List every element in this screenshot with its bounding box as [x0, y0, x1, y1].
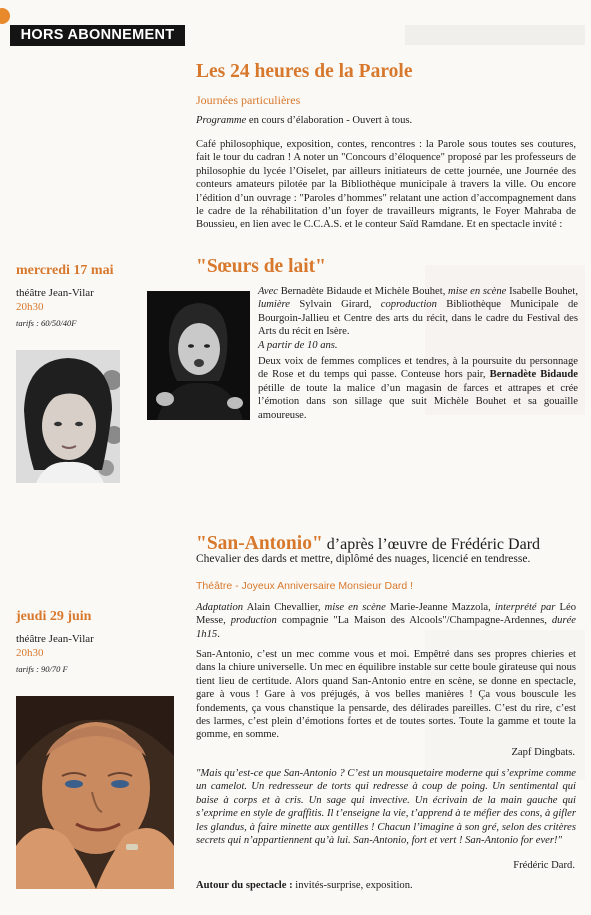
credit-text: Isabelle Bouhet,	[506, 286, 578, 297]
portrait-photo-woman	[16, 350, 120, 483]
show1-credits	[258, 285, 578, 352]
credit-role: lumière	[258, 299, 290, 311]
credit-role: mise en scène	[448, 286, 507, 297]
event2-venue: théâtre Jean-Vilar	[16, 633, 94, 645]
event1-tarifs: tarifs : 60/50/40F	[16, 318, 77, 328]
event2-title-main: "San-Antonio"	[196, 533, 323, 554]
desc-highlight: Bernadète Bidaude	[489, 369, 578, 381]
event1-title: Les 24 heures de la Parole	[196, 61, 413, 82]
show2-description: San-Antonio, c’est un mec comme vous et moi. Empêtré dans ses propres chieries et dans la chiure universelle. Un mec en équilibre instable sur cette boule girateuse qui nous tient lieu de certitude. Alors quand San-Antonio entre en scène, se donne en spectacle, gare à vous ! Gare à vos préjugés, à vos belles manières ! Ça vous bouscule les fondements, ça vous chanstique la pensarde, des délirades pareilles. C’est du rire, c’est des larmes, c’est plein d’émotions fortes et de toutes sortes. Toute la gamme et toute la gomme, en somme.	[196, 649, 576, 741]
event2-date: jeudi 29 juin	[16, 609, 92, 624]
event2-title	[196, 533, 540, 555]
event1-time: 20h30	[16, 301, 44, 313]
desc-text: pétille de toute la malice d’un magasin de farces et attrapes et crée l’émotion dans son sillage que suit Michèle Bouhet et sa gouaille amoureuse.	[258, 382, 578, 421]
event1-subtitle: Journées particulières	[196, 93, 301, 107]
portrait-photo-performer	[147, 291, 250, 420]
credit-role: production	[230, 615, 277, 627]
event1-programme	[196, 114, 576, 127]
portrait-photo-man	[16, 696, 174, 889]
event2-tarifs: tarifs : 90/70 F	[16, 664, 68, 674]
credit-text: Sylvain Girard,	[289, 299, 381, 311]
autour-du-spectacle	[196, 880, 576, 891]
autour-text: invités-surprise, exposition.	[292, 880, 413, 891]
show2-credits	[196, 601, 576, 641]
orange-dot-icon	[0, 8, 10, 24]
show1-description	[258, 355, 578, 422]
signature-dard: Frédéric Dard.	[513, 860, 575, 871]
credit-role: Avec	[258, 286, 278, 297]
bleed-through-shadow	[405, 25, 585, 45]
age-note: A partir de 10 ans.	[258, 339, 338, 351]
event2-subtitle: Théâtre - Joyeux Anniversaire Monsieur Dard !	[196, 580, 414, 592]
credit-role: mise en scène	[324, 602, 386, 613]
signature-zapf: Zapf Dingbats.	[511, 747, 575, 758]
credit-role: interprété par	[494, 602, 556, 613]
show1-title: "Sœurs de lait"	[196, 256, 326, 277]
programme-label: Programme	[196, 115, 247, 126]
credit-role: Adaptation	[196, 602, 244, 613]
event1-intro: Café philosophique, exposition, contes, rencontres : la Parole sous toutes ses coutures, fait le tour du cadran ! A noter un "Concours d’éloquence" proposé par les professeurs de philosophie du lycée l’Oiselet, par ailleurs initiateurs de cette journée, une Journée des conteurs amateurs pilotée par la Bibliothèque municipale à travers la ville. Ou encore l’édition d’un ouvrage : "Paroles d’hommes" relatant une action d’accompagnement dans le cadre de la réhabilitation d’un foyer de travailleurs migrants, le Foyer Mahraba de Boussieu, en lien avec le C.C.A.S. et le conteur Saïd Ramdane. Et en spectacle invité :	[196, 139, 576, 231]
event1-venue: théâtre Jean-Vilar	[16, 287, 94, 299]
event2-title-rest: d’après l’œuvre de Frédéric Dard	[322, 536, 541, 553]
credit-role: durée 1h15	[196, 615, 576, 640]
credit-text: Marie-Jeanne Mazzola,	[385, 602, 495, 613]
event2-time: 20h30	[16, 647, 44, 659]
credit-role: coproduction	[380, 299, 437, 311]
credit-text: compagnie "La Maison des Alcools"/Champagne-Ardennes,	[276, 615, 552, 627]
event2-tagline: Chevalier des dards et mettre, diplômé des nuages, licencié en tendresse.	[196, 553, 531, 565]
autour-label: Autour du spectacle :	[196, 880, 293, 891]
desc-text: Deux voix de femmes complices et tendres, à la poursuite du personnage de Rose et du temps qui passe. Conteuse hors pair,	[258, 356, 578, 381]
section-banner: HORS ABONNEMENT	[10, 25, 185, 46]
dard-quote: "Mais qu’est-ce que San-Antonio ? C’est un mousquetaire moderne qui s’exprime comme un camelot. Un redresseur de torts qui redresse à coup de poing. Un sentimental qui baise à corps et à cris. Un sage qui invective. Un écrivain de la main gauche qui s’exprime en style de graffitis. Il t’enseigne la vie, t’apprend à te méfier des cons, à gifler les glandus, à faire minette aux gentilles ! Chacun l’imagine à son gré, selon des critères secrets qui n’appartiennent qu’à lui. San-Antonio, fort et vert ! San-Antonio for ever!"	[196, 768, 576, 847]
credit-text: .	[217, 628, 220, 640]
credit-text: Alain Chevallier,	[243, 602, 325, 613]
credit-text: Léo Messe,	[196, 602, 576, 627]
credit-text: Bibliothèque Municipale de Bourgoin-Jallieu et Centre des arts du récit, dans le cadre du Festival des Arts du récit en Isère.	[258, 299, 578, 338]
event1-date: mercredi 17 mai	[16, 263, 114, 278]
programme-text: en cours d’élaboration - Ouvert à tous.	[246, 115, 413, 126]
credit-text: Bernadète Bidaude et Michèle Bouhet,	[278, 286, 449, 297]
